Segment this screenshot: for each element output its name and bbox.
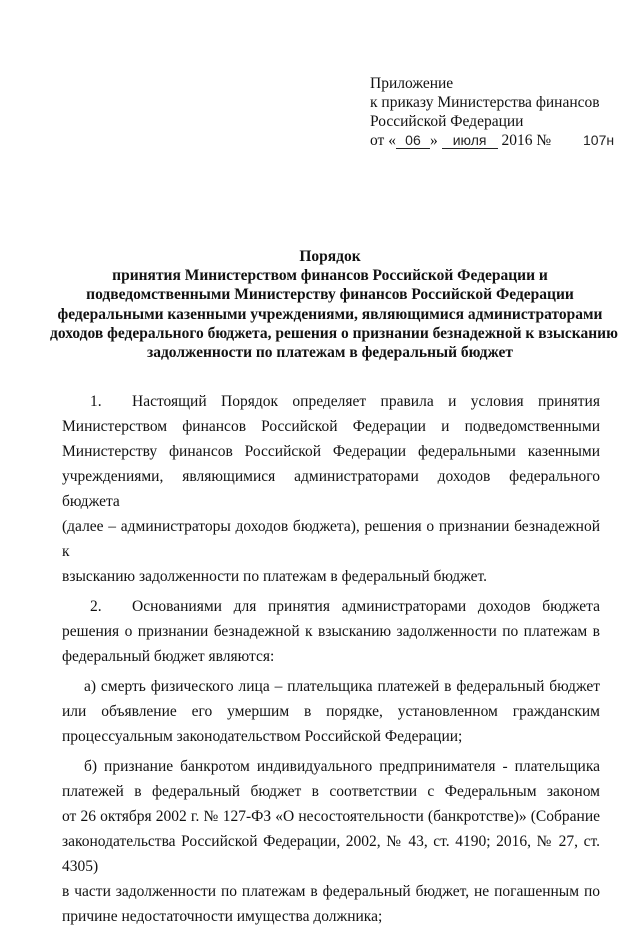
paragraph-line: учреждениями, являющимися администраторами доходов федерального бюджета [62, 468, 600, 510]
annex-header [370, 74, 615, 150]
paragraph-line: в части задолженности по платежам в федеральный бюджет, не погашенным по [62, 883, 600, 900]
title-line-3: подведомственными Министерству финансов Российской Федерации [86, 286, 574, 304]
date-prefix: от « [370, 132, 396, 149]
title-line-4: федеральными казенными учреждениями, являющимися администраторами [57, 305, 603, 323]
paragraph-line: платежей в федеральный бюджет в соответствии с Федеральным законом [62, 783, 600, 800]
paragraph-line: б) признание банкротом индивидуального предпринимателя - плательщика [84, 758, 600, 775]
title-line-5: доходов федерального бюджета, решения о признании безнадежной к взысканию [50, 324, 618, 342]
paragraph-line: а) смерть физического лица – плательщика платежей в федеральный бюджет [84, 678, 600, 695]
title-line-1: Порядок [299, 248, 361, 265]
paragraph-2 [62, 594, 600, 669]
paragraph-line: 1. Настоящий Порядок определяет правила и условия принятия [62, 389, 600, 414]
order-year: 2016 № [501, 132, 552, 149]
document-title [50, 247, 618, 362]
title-line-6: задолженности по платежам в федеральный бюджет [146, 344, 513, 362]
paragraph-line: от 26 октября 2002 г. № 127-ФЗ «О несостоятельности (банкротстве)» (Собрание [62, 808, 600, 825]
paragraph-line: решения о признании безнадежной к взысканию задолженности по платежам в [62, 623, 600, 640]
paragraph-line: (далее – администраторы доходов бюджета), решения о признании безнадежной к [62, 518, 600, 560]
paragraph-line: или объявление его умершим в порядке, установленном гражданским [62, 703, 600, 720]
annex-date-line [370, 131, 615, 150]
order-number: 107н [583, 132, 615, 148]
order-month: июля [442, 133, 498, 149]
paragraph-line: Министерством финансов Российской Федерации и подведомственными [62, 418, 600, 435]
document-body [62, 389, 600, 934]
paragraph-line: Министерству финансов Российской Федерации федеральными казенными [62, 443, 600, 460]
paragraph-line: взысканию задолженности по платежам в федеральный бюджет. [62, 568, 487, 585]
subparagraph-b [62, 754, 600, 929]
order-day: 06 [396, 133, 430, 149]
paragraph-line: 2. Основаниями для принятия администраторами доходов бюджета [62, 594, 600, 619]
subparagraph-a [62, 674, 600, 749]
paragraph-number: 2. [90, 598, 102, 615]
paragraph-line: причине недостаточности имущества должника; [62, 908, 383, 925]
paragraph-line: законодательства Российской Федерации, 2002, № 43, ст. 4190; 2016, № 27, ст. 4305) [62, 833, 600, 875]
annex-order-ref: к приказу Министерства финансов [370, 94, 600, 111]
paragraph-line: федеральный бюджет являются: [62, 648, 275, 665]
annex-title: Приложение [370, 75, 454, 92]
paragraph-number: 1. [90, 393, 102, 410]
date-mid: » [429, 132, 438, 149]
paragraph-line: процессуальным законодательством Российской Федерации; [62, 728, 463, 745]
annex-ministry: Российской Федерации [370, 113, 524, 130]
paragraph-1 [62, 389, 600, 589]
title-line-2: принятия Министерством финансов Российской Федерации и [112, 267, 548, 285]
